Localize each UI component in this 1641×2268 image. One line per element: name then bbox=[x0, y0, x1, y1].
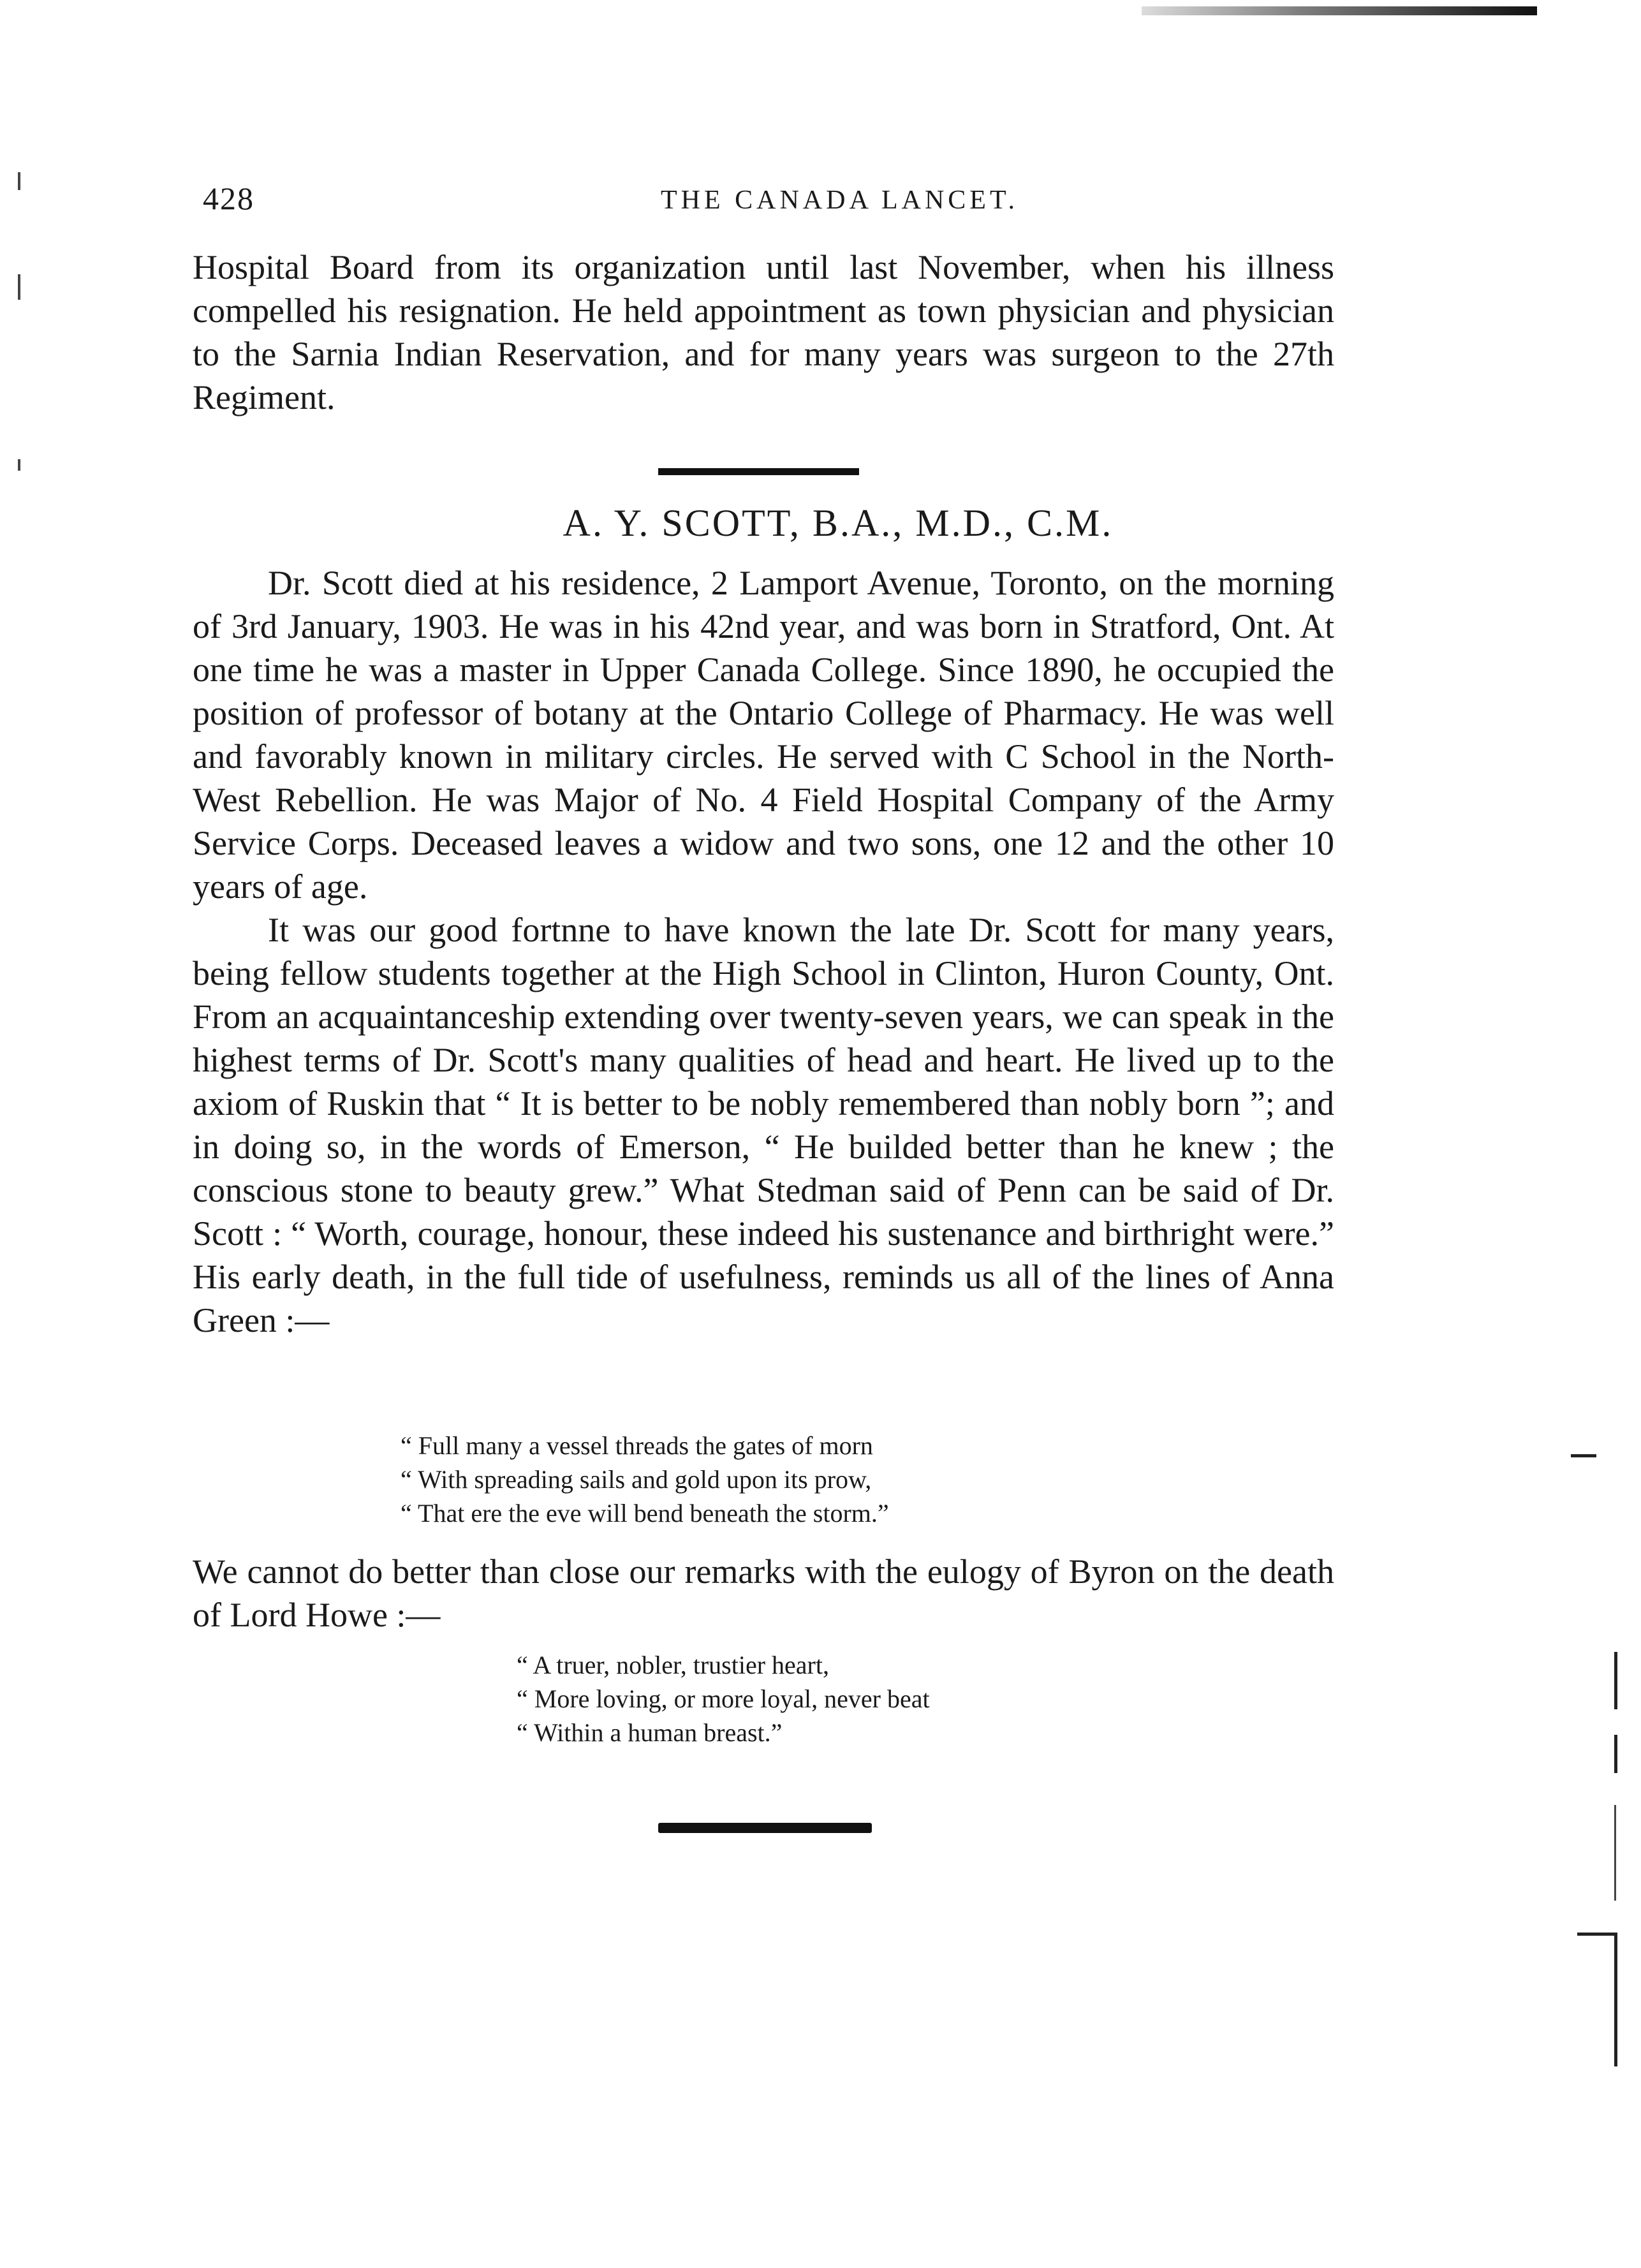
obituary-body bbox=[193, 561, 1334, 1342]
obituary-paragraph-2: It was our good fortnne to have known the late Dr. Scott for many years, being fellow students together at the High School in Clinton, Huron County, Ont. From an acquaintanceship extending over twenty-seven years, we can speak in the highest terms of Dr. Scott's many qualities of head and heart. He lived up to the axiom of Ruskin that “ It is better to be nobly remembered than nobly born ”; and in doing so, in the words of Emerson, “ He builded better than he knew ; the conscious stone to beauty grew.” What Stedman said of Penn can be said of Dr. Scott : “ Worth, courage, honour, these indeed his sustenance and birthright were.” His early death, in the full tide of usefulness, reminds us all of the lines of Anna Green :— bbox=[193, 911, 1334, 1339]
poem-line: “ A truer, nobler, trustier heart, bbox=[517, 1651, 829, 1679]
scan-artifact-top-rule bbox=[1142, 6, 1537, 15]
anna-green-quotation bbox=[401, 1429, 889, 1530]
end-ornament bbox=[658, 1823, 872, 1833]
running-head: THE CANADA LANCET. bbox=[660, 186, 1019, 215]
scan-artifact-mark bbox=[18, 459, 20, 471]
continued-paragraph-text: Hospital Board from its organization until last November, when his illness compelled his resignation. He held appointment as town physician and physician to the Sarnia Indian Reservation, and for many years was surgeon to the 27th Regiment. bbox=[193, 248, 1334, 416]
poem-line: “ Full many a vessel threads the gates of morn bbox=[401, 1431, 873, 1460]
poem-line: “ More loving, or more loyal, never beat bbox=[517, 1684, 930, 1713]
page-number: 428 bbox=[203, 180, 254, 216]
scan-artifact-edge-marks bbox=[1564, 1575, 1641, 2073]
poem-line: “ With spreading sails and gold upon its prow, bbox=[401, 1465, 872, 1494]
continued-paragraph bbox=[193, 246, 1334, 419]
scan-artifact-mark bbox=[18, 274, 20, 300]
poem-line: “ That ere the eve will bend beneath the storm.” bbox=[401, 1499, 889, 1528]
obituary-title: A. Y. SCOTT, B.A., M.D., C.M. bbox=[563, 502, 1114, 544]
byron-quotation bbox=[517, 1648, 930, 1749]
obituary-paragraph-1: Dr. Scott died at his residence, 2 Lamport Avenue, Toronto, on the morning of 3rd January, 1903. He was in his 42nd year, and was born in Stratford, Ont. At one time he was a master in Upper Canada College. Since 1890, he occupied the position of professor of botany at the Ontario College of Pharmacy. He was well and favorably known in military circles. He served with C School in the North-West Rebellion. He was Major of No. 4 Field Hospital Company of the Army Service Corps. Deceased leaves a widow and two sons, one 12 and the other 10 years of age. bbox=[193, 564, 1334, 906]
closing-paragraph bbox=[193, 1550, 1334, 1637]
obituary-paragraph-3: We cannot do better than close our remarks with the eulogy of Byron on the death of Lord Howe :— bbox=[193, 1552, 1334, 1634]
section-divider bbox=[658, 468, 859, 475]
poem-line: “ Within a human breast.” bbox=[517, 1718, 783, 1747]
